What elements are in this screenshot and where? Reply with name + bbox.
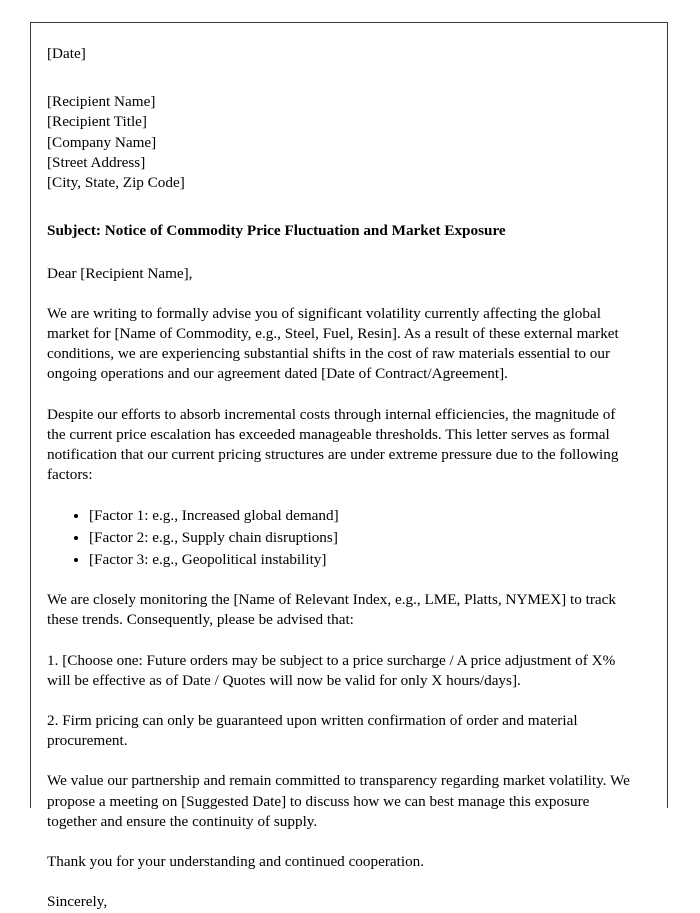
list-item: • [Factor 2: e.g., Supply chain disruptions] [89, 528, 635, 548]
factors-list [47, 506, 635, 571]
numbered-item-two: 2. Firm pricing can only be guaranteed upon written confirmation of order and material procurement. [47, 712, 578, 750]
closing-line: Sincerely, [47, 893, 108, 911]
page-border-left [30, 22, 31, 808]
date-line: [Date] [47, 45, 86, 62]
subject-line: Subject: Notice of Commodity Price Fluctuation and Market Exposure [47, 222, 506, 240]
recipient-title: [Recipient Title] [47, 113, 147, 131]
paragraph-five: Thank you for your understanding and continued cooperation. [47, 853, 425, 871]
paragraph-four: We value our partnership and remain committed to transparency regarding market volatility. We propose a meeting on [Suggested Date] to discuss how we can best manage this exposure together and ensure the continuity of supply. [47, 772, 630, 830]
page-border-top [30, 22, 668, 23]
recipient-address-block [47, 92, 635, 193]
recipient-company: [Company Name] [47, 133, 157, 151]
paragraph-three: We are closely monitoring the [Name of Relevant Index, e.g., LME, Platts, NYMEX] to track these trends. Consequently, please be advised that: [47, 591, 616, 629]
recipient-street: [Street Address] [47, 153, 146, 171]
list-item: • [Factor 3: e.g., Geopolitical instability] [89, 550, 635, 570]
list-item: • [Factor 1: e.g., Increased global demand] [89, 506, 635, 526]
paragraph-two: Despite our efforts to absorb incremental costs through internal efficiencies, the magnitude of the current price escalation has exceeded manageable thresholds. This letter serves as formal notification that our current pricing structures are under extreme pressure due to the following factors: [47, 405, 619, 484]
numbered-item-one: 1. [Choose one: Future orders may be subject to a price surcharge / A price adjustment of X% will be effective as of Date / Quotes will now be valid for only X hours/days]. [47, 651, 616, 689]
paragraph-one: We are writing to formally advise you of significant volatility currently affecting the global market for [Name of Commodity, e.g., Steel, Fuel, Resin]. As a result of these external market conditions, we are experiencing substantial shifts in the cost of raw materials essential to our ongoing operations and our agreement dated [Date of Contract/Agreement]. [47, 304, 619, 383]
page-border-right [667, 22, 668, 808]
letter-body [47, 44, 635, 913]
recipient-city-state-zip: [City, State, Zip Code] [47, 174, 185, 192]
salutation: Dear [Recipient Name], [47, 264, 193, 282]
recipient-name: [Recipient Name] [47, 93, 156, 111]
